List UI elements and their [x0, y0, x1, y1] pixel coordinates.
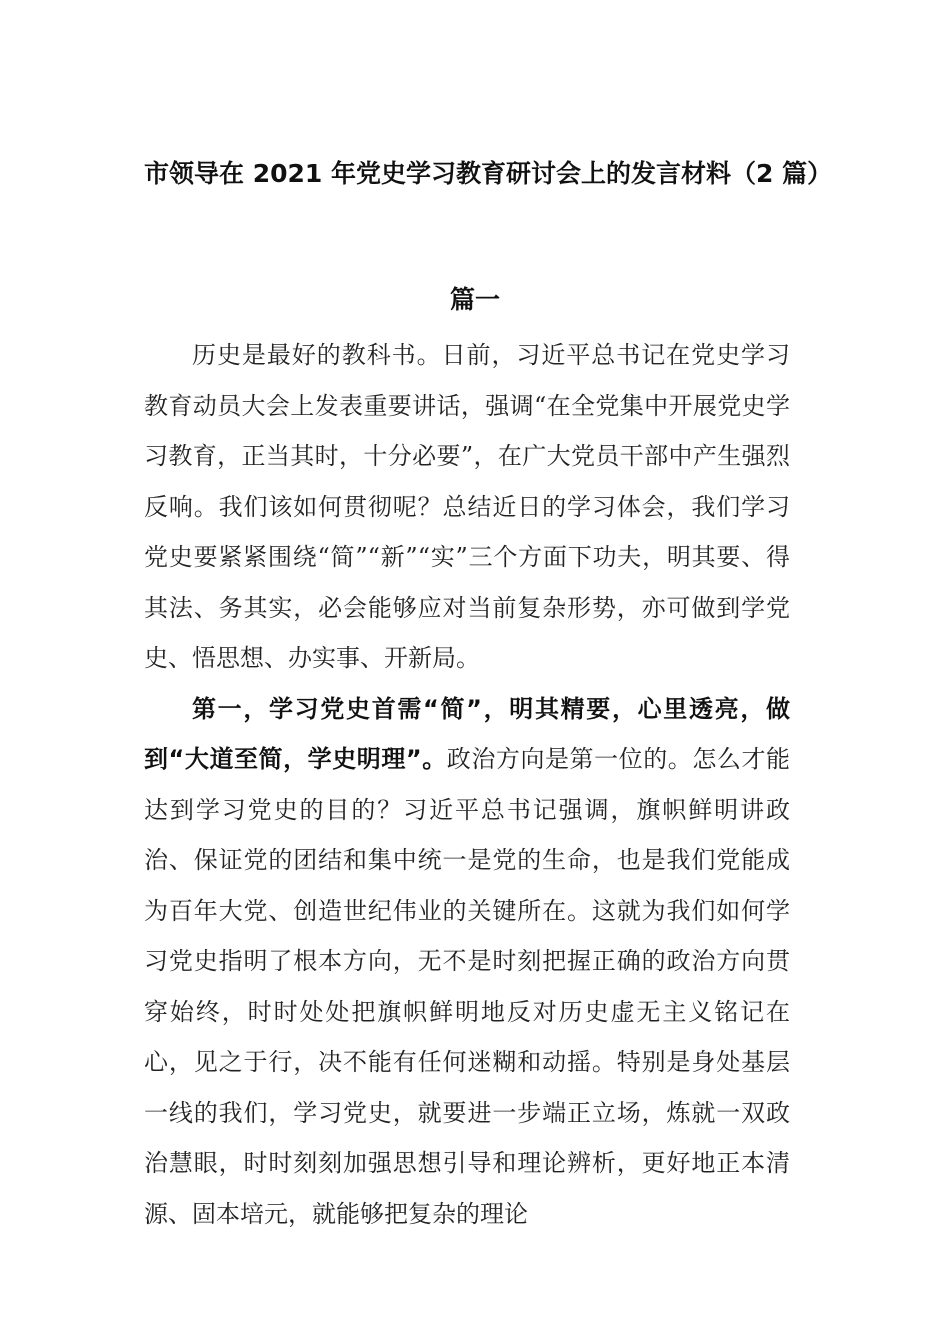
paragraph-intro-text: 历史是最好的教科书。日前，习近平总书记在党史学习教育动员大会上发表重要讲话，强调“在全党集中开展党史学习教育，正当其时，十分必要”，在广大党员干部中产生强烈反响。我们该如何贯彻呢？总结近日的学习体会，我们学习党史要紧紧围绕“简”“新”“实”三个方面下功夫，明其要、得其法、务其实，必会能够应对当前复杂形势，亦可做到学党史、悟思想、办实事、开新局。	[144, 341, 790, 672]
paragraph-first-point-text: 政治方向是第一位的。怎么才能达到学习党史的目的？习近平总书记强调，旗帜鲜明讲政治、保证党的团结和集中统一是党的生命，也是我们党能成为百年大党、创造世纪伟业的关键所在。这就为我们如何学习党史指明了根本方向，无不是时刻把握正确的政治方向贯穿始终，时时处处把旗帜鲜明地反对历史虚无主义铭记在心，见之于行，决不能有任何迷糊和动摇。特别是身处基层一线的我们，学习党史，就要进一步端正立场，炼就一双政治慧眼，时时刻刻加强思想引导和理论辨析，更好地正本清源、固本培元，就能够把复杂的理论	[144, 745, 791, 1228]
paragraph-lead-bold: 第一，学习党史首需“简”，明其精要，心里透亮，做到“大道至简，学史明理”。	[144, 694, 790, 773]
paragraph-intro	[144, 330, 790, 684]
document-body	[144, 330, 790, 1239]
section-heading: 篇一	[449, 285, 500, 314]
document-title: 市领导在 2021 年党史学习教育研讨会上的发言材料（2 篇）	[144, 159, 833, 188]
paragraph-first-point	[144, 684, 790, 1240]
